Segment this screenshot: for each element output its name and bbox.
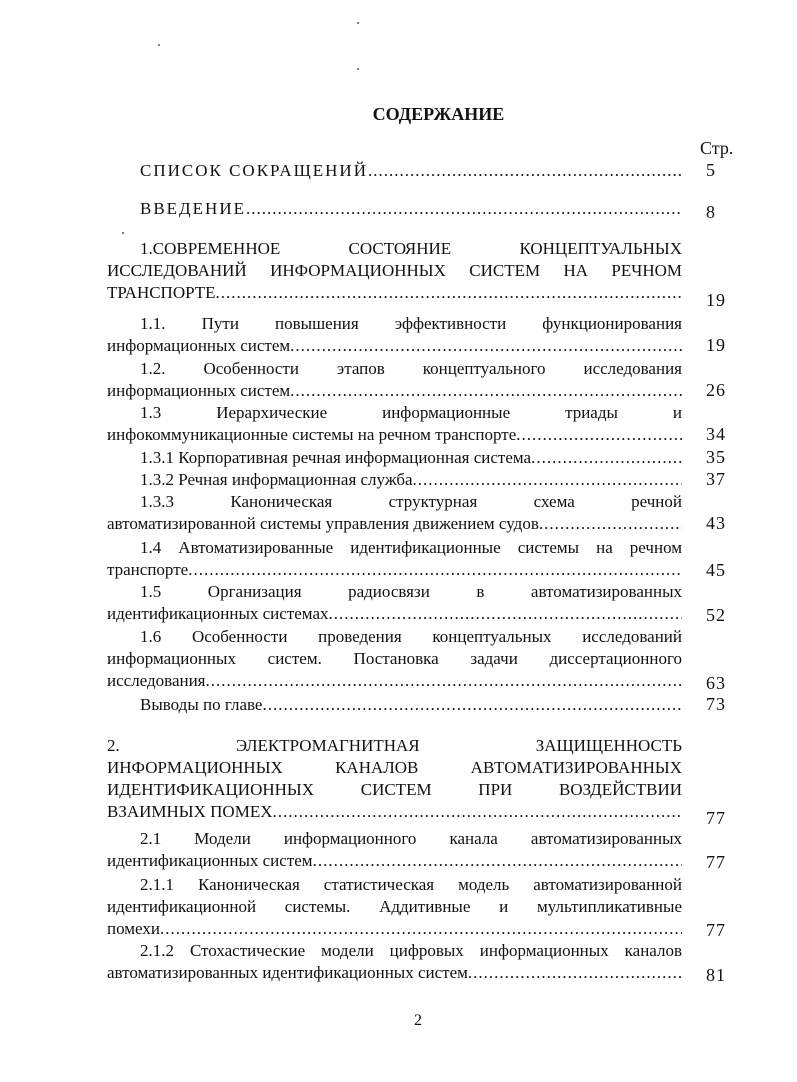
toc-entry-text: автоматизированных идентификационных систем — [107, 963, 468, 982]
toc-entry-text: информационных систем. Постановка задачи диссертационного — [107, 649, 682, 668]
scan-speck — [122, 232, 124, 234]
toc-entry-text: ТРАНСПОРТЕ — [107, 283, 216, 302]
toc-entry-line — [107, 874, 682, 896]
toc-entry-text: идентификационной системы. Аддитивные и мультипликативные — [107, 897, 682, 916]
toc-entry[interactable] — [107, 491, 682, 535]
toc-entry-line — [107, 626, 682, 648]
toc-page-number: 73 — [706, 694, 726, 714]
toc-entry[interactable] — [107, 694, 682, 716]
dot-leader — [290, 380, 682, 402]
toc-page-number: 26 — [706, 380, 726, 400]
toc-entry[interactable] — [107, 626, 682, 692]
toc-entry-text: Выводы по главе — [140, 695, 263, 714]
toc-entry-last-line — [107, 850, 682, 872]
toc-entry-text: 1.3.2 Речная информационная служба — [140, 470, 413, 489]
toc-entry-text: ИССЛЕДОВАНИЙ ИНФОРМАЦИОННЫХ СИСТЕМ НА РЕЧНОМ — [107, 261, 682, 280]
toc-entry-line — [107, 648, 682, 670]
toc-entry[interactable] — [107, 828, 682, 872]
toc-page-number: 8 — [706, 202, 716, 222]
toc-page-number: 34 — [706, 424, 726, 444]
toc-entry-text: ИДЕНТИФИКАЦИОННЫХ СИСТЕМ ПРИ ВОЗДЕЙСТВИИ — [107, 780, 682, 799]
dot-leader — [246, 198, 682, 220]
toc-entry-last-line — [107, 694, 682, 716]
toc-entry-text: 2.1.1 Каноническая статистическая модель автоматизированной — [140, 875, 682, 894]
toc-page-number: 77 — [706, 920, 726, 940]
dot-leader — [206, 670, 682, 692]
scan-speck — [357, 68, 359, 70]
toc-entry-text: ИНФОРМАЦИОННЫХ КАНАЛОВ АВТОМАТИЗИРОВАННЫХ — [107, 758, 682, 777]
toc-entry-last-line — [107, 603, 682, 625]
toc-entry-text: автоматизированной системы управления движением судов — [107, 514, 539, 533]
toc-entry-text: 1.1. Пути повышения эффективности функционирования — [140, 314, 682, 333]
toc-entry-line — [107, 260, 682, 282]
toc-entry[interactable] — [107, 313, 682, 357]
toc-page-number: 52 — [706, 605, 726, 625]
dot-leader — [313, 850, 682, 872]
toc-entry-last-line — [107, 469, 682, 491]
toc-entry-last-line — [107, 962, 682, 984]
toc-page-number: 35 — [706, 447, 726, 467]
toc-entry-text: транспорте — [107, 560, 189, 579]
toc-entry-line — [107, 491, 682, 513]
toc-page-number: 45 — [706, 560, 726, 580]
toc-entry-line — [107, 757, 682, 779]
toc-entry[interactable] — [107, 238, 682, 304]
toc-entry-text: информационных систем — [107, 381, 291, 400]
toc-entry-last-line — [107, 447, 682, 469]
toc-entry[interactable] — [107, 581, 682, 625]
toc-entry-last-line — [107, 282, 682, 304]
dot-leader — [468, 962, 682, 984]
toc-entry-text: информационных систем — [107, 336, 291, 355]
scan-speck — [357, 22, 359, 24]
dot-leader — [262, 694, 682, 716]
toc-entry[interactable] — [107, 940, 682, 984]
scan-speck — [158, 44, 160, 46]
toc-entry[interactable] — [107, 198, 682, 220]
toc-page-number: 19 — [706, 290, 726, 310]
toc-entry-last-line — [107, 801, 682, 823]
toc-entry[interactable] — [107, 160, 682, 182]
toc-entry-text: идентификационных системах — [107, 604, 329, 623]
dot-leader — [272, 801, 682, 823]
toc-entry-last-line — [107, 513, 682, 535]
toc-entry-text: 1.5 Организация радиосвязи в автоматизированных — [140, 582, 682, 601]
toc-entry-text: 1.2. Особенности этапов концептуального исследования — [140, 359, 682, 378]
dot-leader — [413, 469, 682, 491]
toc-page-number: 81 — [706, 965, 726, 985]
toc-entry-text: идентификационных систем — [107, 851, 313, 870]
toc-page-number: 37 — [706, 469, 726, 489]
toc-page-number: 43 — [706, 513, 726, 533]
toc-entry[interactable] — [107, 874, 682, 940]
dot-leader — [188, 559, 682, 581]
dot-leader — [516, 424, 682, 446]
toc-entry-line — [107, 735, 682, 757]
toc-entry-line — [107, 779, 682, 801]
dot-leader — [368, 160, 682, 182]
toc-entry-last-line — [107, 559, 682, 581]
toc-entry-line — [107, 358, 682, 380]
toc-entry-text: инфокоммуникационные системы на речном транспорте — [107, 425, 517, 444]
toc-page-number: 19 — [706, 335, 726, 355]
toc-entry-line — [107, 313, 682, 335]
toc-entry-line — [107, 402, 682, 424]
toc-entry-last-line — [107, 380, 682, 402]
toc-entry[interactable] — [107, 447, 682, 469]
toc-entry-last-line — [107, 160, 682, 182]
toc-entry-line — [107, 581, 682, 603]
page-column-label: Стр. — [700, 138, 734, 158]
toc-entry-last-line — [107, 918, 682, 940]
toc-entry-text: ВВЕДЕНИЕ — [140, 199, 246, 218]
page-title: СОДЕРЖАНИЕ — [372, 104, 505, 124]
toc-entry-text: 1.3 Иерархические информационные триады и — [140, 403, 682, 422]
toc-page-number: 63 — [706, 673, 726, 693]
toc-page-number: 5 — [706, 160, 716, 180]
toc-entry-line — [107, 896, 682, 918]
dot-leader — [160, 918, 682, 940]
dot-leader — [531, 447, 682, 469]
toc-entry-text: 1.3.3 Каноническая структурная схема речной — [140, 492, 682, 511]
toc-entry-last-line — [107, 670, 682, 692]
toc-entry[interactable] — [107, 469, 682, 491]
toc-entry[interactable] — [107, 537, 682, 581]
toc-entry-last-line — [107, 198, 682, 220]
toc-entry-text: СПИСОК СОКРАЩЕНИЙ — [140, 161, 368, 180]
toc-entry[interactable] — [107, 358, 682, 402]
toc-entry-last-line — [107, 335, 682, 357]
toc-entry-text: 1.4 Автоматизированные идентификационные системы на речном — [140, 538, 682, 557]
toc-entry-text: 1.6 Особенности проведения концептуальных исследований — [140, 627, 682, 646]
toc-entry-line — [107, 238, 682, 260]
toc-entry-text: ВЗАИМНЫХ ПОМЕХ — [107, 802, 273, 821]
toc-entry-text: 2.1 Модели информационного канала автоматизированных — [140, 829, 682, 848]
toc-entry-text: 1.СОВРЕМЕННОЕ СОСТОЯНИЕ КОНЦЕПТУАЛЬНЫХ — [140, 239, 682, 258]
dot-leader — [290, 335, 682, 357]
toc-entry-text: 2. ЭЛЕКТРОМАГНИТНАЯ ЗАЩИЩЕННОСТЬ — [107, 736, 682, 755]
toc-entry-text: 2.1.2 Стохастические модели цифровых информационных каналов — [140, 941, 682, 960]
toc-entry[interactable] — [107, 402, 682, 446]
toc-entry-text: 1.3.1 Корпоративная речная информационная система — [140, 448, 532, 467]
toc-entry-text: помехи — [107, 919, 160, 938]
toc-entry-last-line — [107, 424, 682, 446]
dot-leader — [216, 282, 682, 304]
toc-entry-text: исследования — [107, 671, 206, 690]
dot-leader — [329, 603, 683, 625]
toc-entry-line — [107, 828, 682, 850]
page-number: 2 — [414, 1012, 422, 1029]
toc-entry-line — [107, 940, 682, 962]
toc-page-number: 77 — [706, 852, 726, 872]
dot-leader — [539, 513, 682, 535]
toc-entry[interactable] — [107, 735, 682, 823]
toc-page-number: 77 — [706, 808, 726, 828]
toc-entry-line — [107, 537, 682, 559]
